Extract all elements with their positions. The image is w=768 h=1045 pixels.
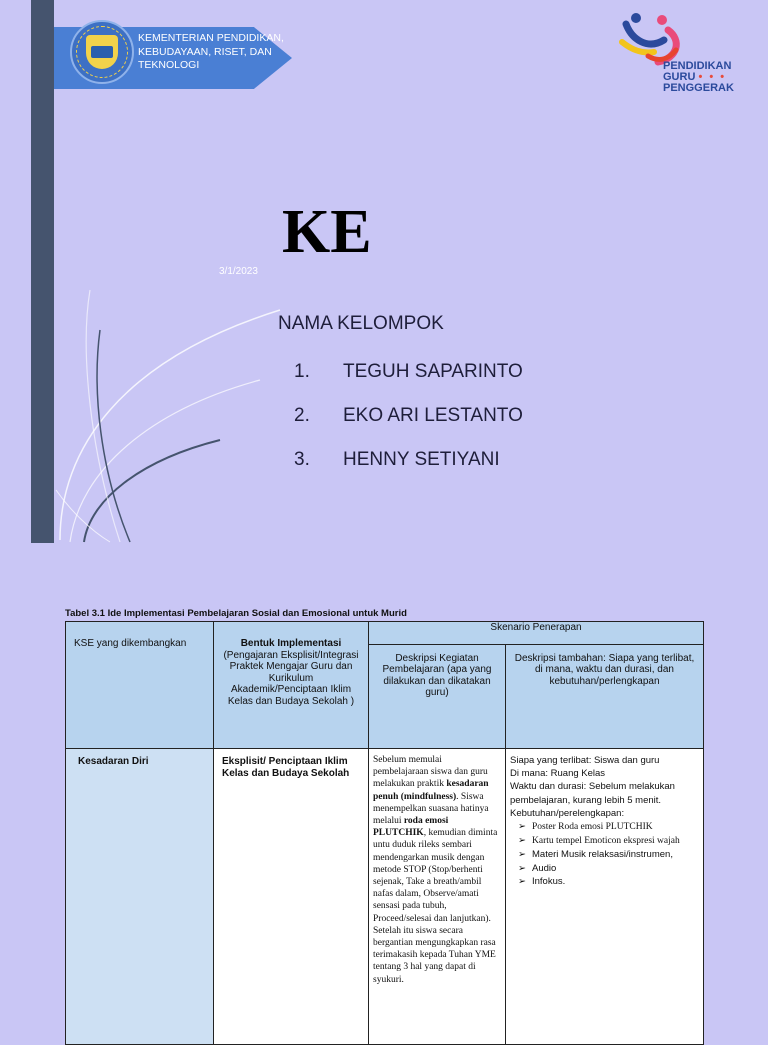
header-deskripsi: Deskripsi Kegiatan Pembelajaran (apa yang dilakukan dan dikatakan guru) xyxy=(369,644,506,748)
list-item xyxy=(518,875,699,888)
desc-text: Sebelum memulai pembelajaraan siswa dan guru melakukan praktik xyxy=(373,755,488,790)
desc-text: Setelah itu siswa secara bergantian mengungkapkan rasa terimakasih kepada Tuhan YME tentang 3 hal yang dapat di syukuri. xyxy=(373,925,496,985)
header-bentuk xyxy=(214,622,369,749)
ministry-line: KEBUDAYAAN, RISET, DAN xyxy=(138,45,272,58)
desc-bold: kesadaran penuh (mindfulness) xyxy=(373,779,489,802)
list-item xyxy=(518,862,699,875)
cell-tambahan xyxy=(506,749,704,1045)
header-kse: KSE yang dikembangkan xyxy=(66,622,214,749)
group-heading: NAMA KELOMPOK xyxy=(278,313,444,334)
brand-line: PENDIDIKAN xyxy=(663,60,732,72)
list-item xyxy=(518,834,699,848)
tambahan-line: Di mana: Ruang Kelas xyxy=(510,768,606,780)
header-bentuk-detail: (Pengajaran Eksplisit/Integrasi Praktek Mengajar Guru dan Kurikulum Akademik/Penciptaan Iklim Kelas dan Budaya Sekolah ) xyxy=(223,649,359,707)
ministry-name xyxy=(138,32,288,73)
arrow-bullet-icon: ➢ xyxy=(518,875,526,887)
member-number: 1. xyxy=(294,361,310,382)
brand-word: GURU xyxy=(663,71,696,83)
arrow-bullet-icon: ➢ xyxy=(518,862,526,874)
member-item xyxy=(294,361,523,383)
member-name: TEGUH SAPARINTO xyxy=(343,361,523,382)
tut-wuri-handayani-logo-icon xyxy=(70,20,134,84)
slide-date: 3/1/2023 xyxy=(219,266,258,277)
list-item xyxy=(518,848,699,861)
header-skenario: Skenario Penerapan xyxy=(369,622,704,645)
cell-bentuk: Eksplisit/ Penciptaan Iklim Kelas dan Budaya Sekolah xyxy=(214,749,369,1045)
emblem-book xyxy=(91,46,113,58)
arrow-bullet-icon: ➢ xyxy=(518,835,526,847)
brand-line: PENGGERAK xyxy=(663,82,734,94)
list-item-text: Kartu tempel Emoticon ekspresi wajah xyxy=(532,836,680,847)
desc-text: , kemudian diminta untu duduk rileks sembari mendengarkan musik dengan metode STOP (Stop/berhenti sejenak, Take a breath/ambil nafas dalam, Observe/amati sensasi pada tubuh, Proceed/selesai dan lanjutkan). xyxy=(373,828,498,924)
table-row xyxy=(66,749,704,1045)
tambahan-line: Kebutuhan/perelengkapan: xyxy=(510,807,625,819)
header-bentuk-title: Bentuk Implementasi xyxy=(240,638,342,649)
desc-bold: roda emosi PLUTCHIK xyxy=(373,816,449,839)
ministry-line: KEMENTERIAN PENDIDIKAN, xyxy=(138,32,284,44)
list-item-text: Audio xyxy=(532,862,557,874)
member-number: 2. xyxy=(294,405,310,426)
member-name: HENNY SETIYANI xyxy=(343,449,500,470)
list-item-text: Infokus. xyxy=(532,875,566,887)
member-item xyxy=(294,405,523,427)
desc-text: . Siswa menempelkan suasana hatinya melalui xyxy=(373,791,489,827)
list-item-text: Poster Roda emosi PLUTCHIK xyxy=(532,822,653,833)
decorative-swoosh xyxy=(0,270,300,550)
list-item xyxy=(518,820,699,834)
implementation-table xyxy=(65,621,704,1045)
tambahan-line: Siapa yang terlibat: Siswa dan guru xyxy=(510,755,660,766)
arrow-bullet-icon: ➢ xyxy=(518,849,526,861)
cell-deskripsi xyxy=(369,749,506,1045)
cell-kse: Kesadaran Diri xyxy=(66,749,214,1045)
equipment-list xyxy=(510,820,699,888)
brand-name xyxy=(663,61,734,94)
arrow-bullet-icon: ➢ xyxy=(518,821,526,833)
slide-title: KE xyxy=(282,198,372,266)
tambahan-line: Waktu dan durasi: Sebelum melakukan pembelajaran, kurang lebih 5 menit. xyxy=(510,781,675,806)
list-item-text: Materi Musik relaksasi/instrumen, xyxy=(532,849,673,861)
header-tambahan: Deskripsi tambahan: Siapa yang terlibat, di mana, waktu dan durasi, dan kebutuhan/perlengkapan xyxy=(506,644,704,748)
member-item xyxy=(294,449,500,471)
member-name: EKO ARI LESTANTO xyxy=(343,405,523,426)
table-caption: Tabel 3.1 Ide Implementasi Pembelajaran Sosial dan Emosional untuk Murid xyxy=(65,608,407,619)
brand-dots: • • • xyxy=(698,71,727,83)
member-number: 3. xyxy=(294,449,310,470)
ministry-line: TEKNOLOGI xyxy=(138,59,200,71)
